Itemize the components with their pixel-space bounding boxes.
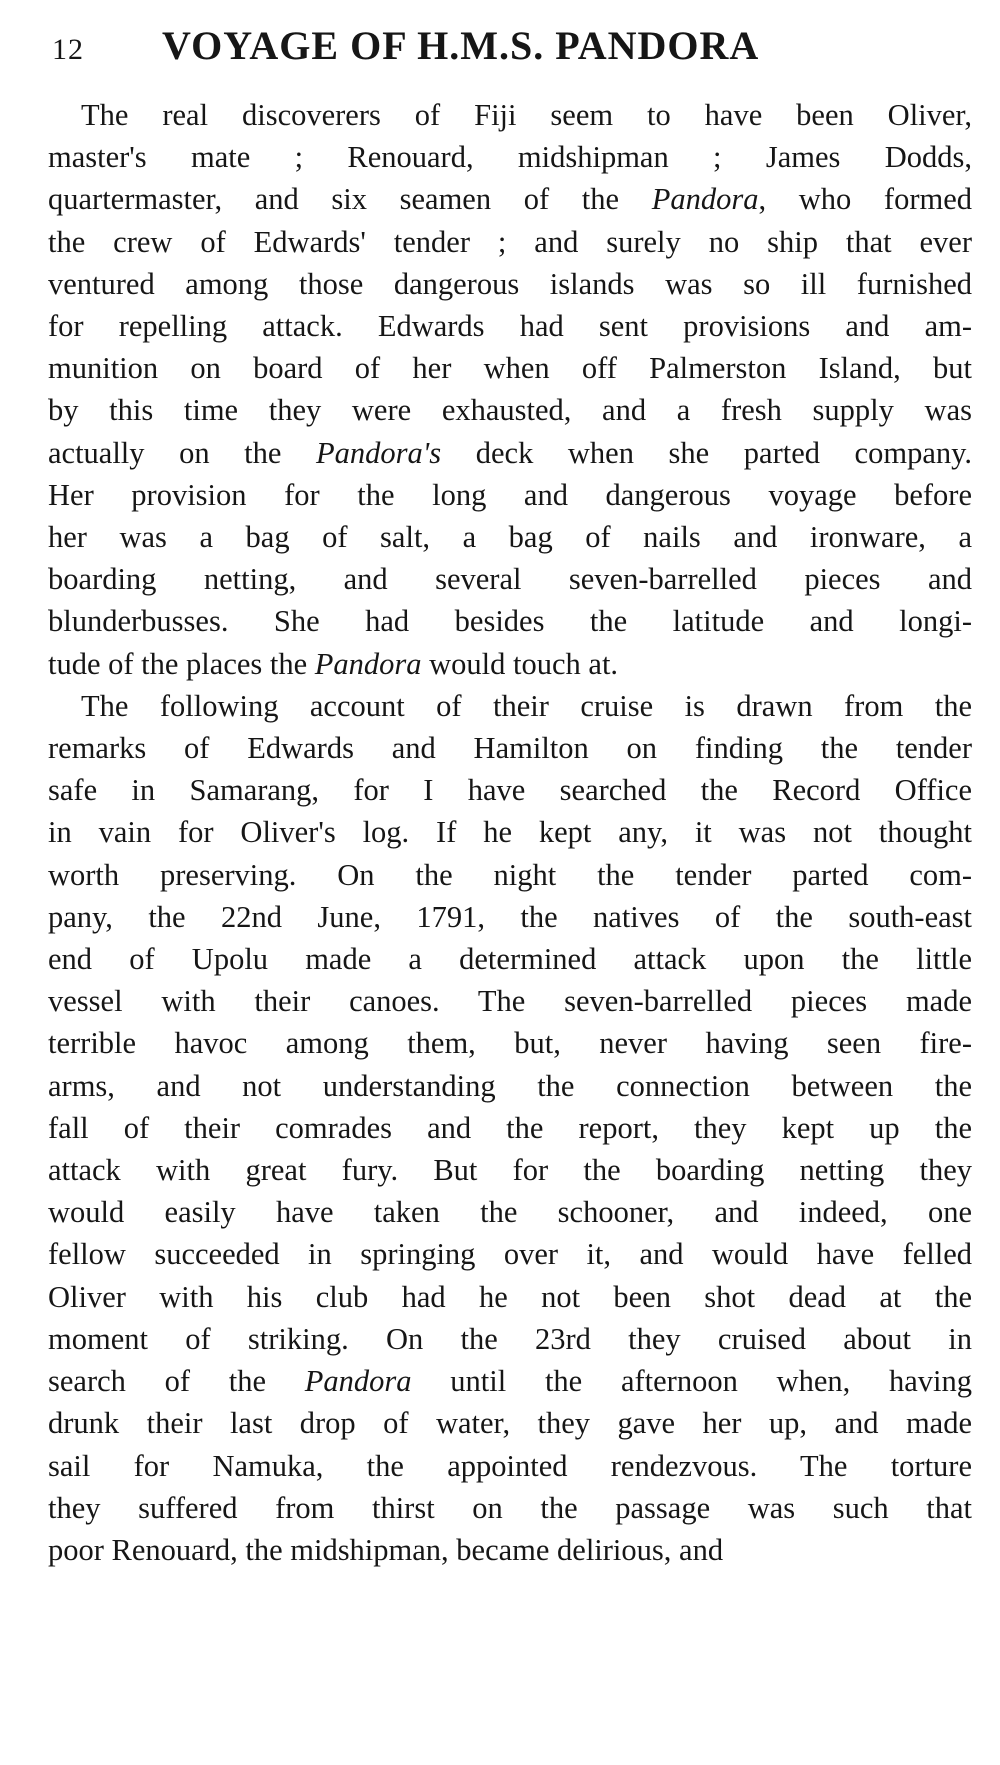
paragraph (48, 94, 972, 685)
page-number: 12 (52, 33, 84, 66)
text-line: fellow succeeded in springing over it, and would have felled (48, 1237, 972, 1272)
body-text (48, 94, 972, 1571)
text-line: tude of the places the Pandora would touch at. (48, 646, 619, 681)
text-line: fall of their comrades and the report, they kept up the (48, 1110, 972, 1145)
text-line: they suffered from thirst on the passage was such that (48, 1490, 972, 1525)
text-line: search of the Pandora until the afternoon when, having (48, 1364, 973, 1399)
text-line: safe in Samarang, for I have searched the Record Office (48, 773, 972, 808)
text-line: her was a bag of salt, a bag of nails and ironware, a (48, 520, 972, 555)
text-line: attack with great fury. But for the boarding netting they (48, 1153, 972, 1188)
text-line: pany, the 22nd June, 1791, the natives of the south-east (48, 899, 972, 934)
text-line: moment of striking. On the 23rd they cruised about in (48, 1321, 972, 1356)
text-line: for repelling attack. Edwards had sent provisions and am- (48, 309, 972, 344)
text-line: ventured among those dangerous islands was so ill furnished (48, 266, 972, 301)
text-line: sail for Namuka, the appointed rendezvous. The torture (48, 1448, 972, 1483)
text-line: end of Upolu made a determined attack upon the little (48, 942, 972, 977)
text-line: the crew of Edwards' tender ; and surely no ship that ever (48, 224, 972, 259)
book-page (48, 22, 972, 1571)
text-line: master's mate ; Renouard, midshipman ; James Dodds, (48, 140, 972, 175)
text-line: terrible havoc among them, but, never having seen fire- (48, 1026, 972, 1061)
text-line: The following account of their cruise is drawn from the (81, 688, 972, 723)
text-line: in vain for Oliver's log. If he kept any, it was not thought (48, 815, 972, 850)
text-line: actually on the Pandora's deck when she parted company. (48, 435, 973, 470)
text-line: Oliver with his club had he not been shot dead at the (48, 1279, 972, 1314)
text-line: would easily have taken the schooner, and indeed, one (48, 1195, 972, 1230)
text-line: by this time they were exhausted, and a fresh supply was (48, 393, 972, 428)
text-line: arms, and not understanding the connection between the (48, 1068, 972, 1103)
text-line: vessel with their canoes. The seven-barrelled pieces made (48, 984, 972, 1019)
text-line: poor Renouard, the midshipman, became delirious, and (48, 1532, 724, 1567)
text-line: quartermaster, and six seamen of the Pandora, who formed (48, 182, 972, 217)
text-line: boarding netting, and several seven-barrelled pieces and (48, 562, 972, 597)
running-head (48, 22, 972, 84)
text-line: remarks of Edwards and Hamilton on finding the tender (48, 731, 972, 766)
running-title: VOYAGE OF H.M.S. PANDORA (162, 23, 760, 68)
text-line: drunk their last drop of water, they gave her up, and made (48, 1406, 972, 1441)
text-line: worth preserving. On the night the tender parted com- (48, 857, 972, 892)
text-line: The real discoverers of Fiji seem to have been Oliver, (81, 98, 972, 132)
text-line: munition on board of her when off Palmerston Island, but (48, 351, 972, 386)
text-line: Her provision for the long and dangerous voyage before (48, 477, 972, 512)
paragraph (48, 685, 972, 1571)
text-line: blunderbusses. She had besides the latitude and longi- (48, 604, 972, 639)
